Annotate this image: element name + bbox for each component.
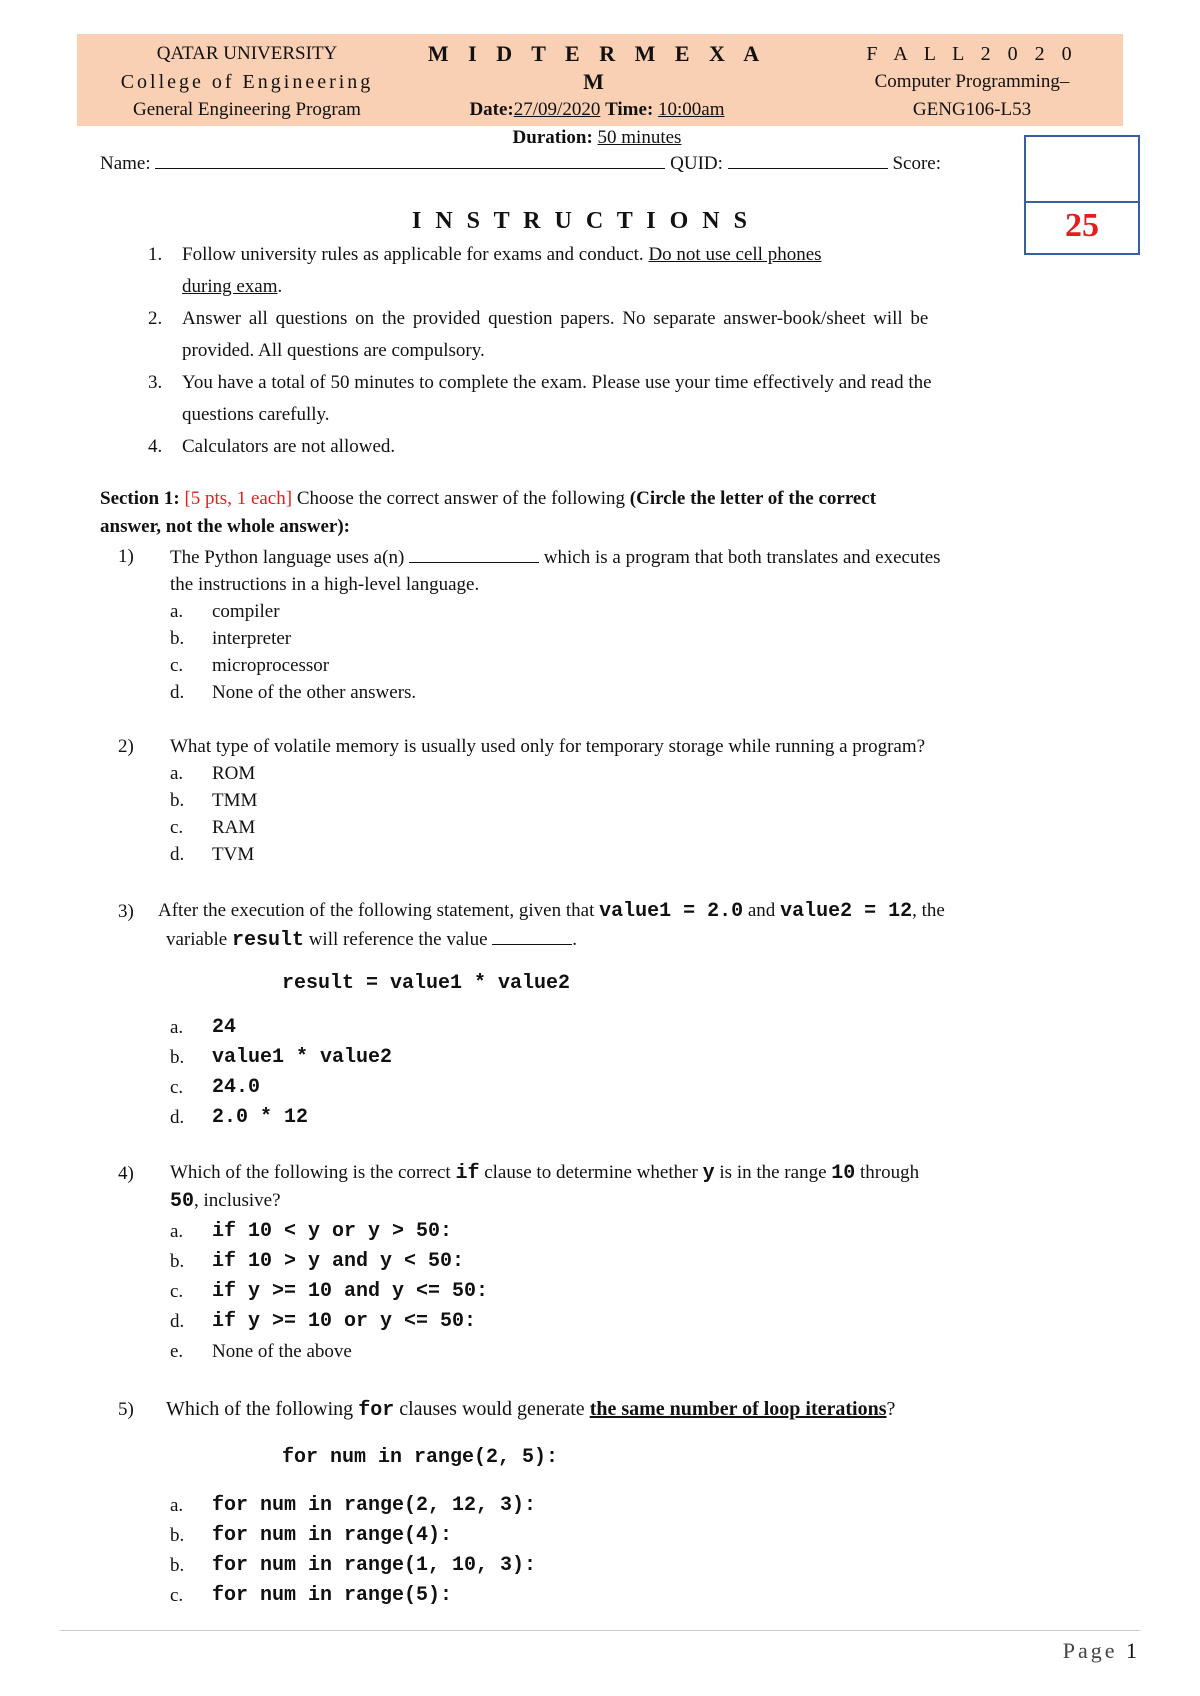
page-number-value: 1 <box>1126 1638 1140 1663</box>
q4-text-b: clause to determine whether <box>479 1162 703 1183</box>
score-label: Score: <box>892 153 941 174</box>
exam-info-block <box>417 40 777 152</box>
q4-text-a: Which of the following is the correct <box>170 1162 456 1183</box>
exam-header-band <box>77 34 1123 148</box>
q1-option-a-text: compiler <box>212 601 280 622</box>
section-1-prompt: Choose the correct answer of the following <box>292 488 630 509</box>
q3-code-value2: value2 = 12 <box>780 900 913 923</box>
program-name: General Engineering Program <box>133 99 361 120</box>
q5-option-b2-letter[interactable]: b. <box>170 1555 185 1576</box>
q2-option-d-text: TVM <box>212 844 255 865</box>
institution-block <box>77 40 417 124</box>
q4-option-b-letter[interactable]: b. <box>170 1251 185 1272</box>
q1-option-c-letter[interactable]: c. <box>170 655 184 676</box>
time-value: 10:00am <box>658 99 725 120</box>
q1-option-a-letter[interactable]: a. <box>170 601 184 622</box>
instruction-1-underlined: Do not use cell phones <box>648 244 822 265</box>
page-label: Page <box>1062 1638 1118 1663</box>
university-name: QATAR UNIVERSITY <box>156 43 338 64</box>
instruction-2-num: 2. <box>148 308 163 329</box>
section-1-points: [5 pts, 1 each] <box>184 488 293 509</box>
score-box <box>1024 135 1140 255</box>
q5-option-b2-text: for num in range(1, 10, 3): <box>212 1554 537 1577</box>
q5-text-a: Which of the following <box>166 1398 359 1420</box>
q1-line2: the instructions in a high-level language. <box>170 574 480 595</box>
q1-blank <box>409 546 539 563</box>
q4-option-c-letter[interactable]: c. <box>170 1281 184 1302</box>
q3-text-f: . <box>572 929 578 950</box>
q4-code-if: if <box>455 1162 480 1185</box>
q4-option-c-text: if y >= 10 and y <= 50: <box>212 1280 489 1303</box>
q1-option-d-text: None of the other answers. <box>212 682 417 703</box>
score-box-divider <box>1026 201 1138 203</box>
q2-option-a-text: ROM <box>212 763 256 784</box>
q3-option-d-text: 2.0 * 12 <box>212 1106 309 1129</box>
q4-text-d: through <box>855 1162 920 1183</box>
q2-option-d-letter[interactable]: d. <box>170 844 185 865</box>
q3-text-e: will reference the value <box>303 929 493 950</box>
q3-option-c-letter[interactable]: c. <box>170 1077 184 1098</box>
course-code: GENG106-L53 <box>912 99 1032 120</box>
q3-line2 <box>166 928 577 952</box>
q2-option-c-text: RAM <box>212 817 256 838</box>
q1-text-a: The Python language uses a(n) <box>170 547 410 568</box>
instruction-4-line1: Calculators are not allowed. <box>182 436 396 457</box>
q5-option-c-text: for num in range(5): <box>212 1584 453 1607</box>
q4-option-d-text: if y >= 10 or y <= 50: <box>212 1310 477 1333</box>
q3-option-a-letter[interactable]: a. <box>170 1017 184 1038</box>
course-block <box>822 40 1122 124</box>
q2-option-b-letter[interactable]: b. <box>170 790 185 811</box>
q5-option-b-letter[interactable]: b. <box>170 1525 185 1546</box>
q3-number: 3) <box>118 901 134 922</box>
time-label: Time: <box>605 99 654 120</box>
q4-text-c: is in the range <box>714 1162 832 1183</box>
exam-title: M I D T E R M E X A M <box>427 41 767 94</box>
q3-blank <box>492 928 572 945</box>
q3-text-c: , the <box>912 900 945 921</box>
q2-line1: What type of volatile memory is usually used only for temporary storage while running a program? <box>170 736 926 757</box>
quid-field[interactable] <box>728 152 888 169</box>
q4-number: 4) <box>118 1163 134 1184</box>
q3-code-result: result <box>231 929 304 952</box>
q1-text-b: which is a program that both translates and executes <box>539 547 941 568</box>
q5-option-b-text: for num in range(4): <box>212 1524 453 1547</box>
q4-line2 <box>170 1190 281 1213</box>
q2-option-c-letter[interactable]: c. <box>170 817 184 838</box>
q2-number: 2) <box>118 736 134 757</box>
q3-option-d-letter[interactable]: d. <box>170 1107 185 1128</box>
q3-statement: result = value1 * value2 <box>282 972 571 995</box>
instruction-3-line2: questions carefully. <box>182 404 330 425</box>
instruction-3-num: 3. <box>148 372 163 393</box>
q4-code-y: y <box>702 1162 715 1185</box>
date-value: 27/09/2020 <box>513 99 601 120</box>
q3-text-a: After the execution of the following statement, given that <box>158 900 600 921</box>
q1-option-d-letter[interactable]: d. <box>170 682 185 703</box>
section-1-bold-prompt-2: answer, not the whole answer): <box>100 516 350 537</box>
instruction-1-line1 <box>182 244 822 266</box>
instruction-3-line1: You have a total of 50 minutes to complete the exam. Please use your time effectively and read the <box>182 372 932 393</box>
q4-text-e: , inclusive? <box>194 1190 281 1211</box>
q5-number: 5) <box>118 1399 134 1420</box>
q5-text-c: ? <box>886 1398 896 1420</box>
q4-option-e-letter[interactable]: e. <box>170 1341 184 1362</box>
q3-option-b-text: value1 * value2 <box>212 1046 393 1069</box>
instruction-1-end: . <box>277 276 283 297</box>
q5-option-a-text: for num in range(2, 12, 3): <box>212 1494 537 1517</box>
instructions-title: I N S T R U C T I O N S <box>412 208 751 234</box>
duration-value: 50 minutes <box>597 127 682 148</box>
section-1-bold-prompt: (Circle the letter of the correct <box>629 488 877 509</box>
instruction-1-num: 1. <box>148 244 163 265</box>
q4-option-e-text: None of the above <box>212 1341 352 1362</box>
instruction-2-line1: Answer all questions on the provided question papers. No separate answer-book/sheet will be <box>182 308 929 329</box>
q1-number: 1) <box>118 546 134 567</box>
instruction-1-text: Follow university rules as applicable for exams and conduct. <box>182 244 649 265</box>
q5-option-a-letter[interactable]: a. <box>170 1495 184 1516</box>
college-name: College of Engineering <box>120 71 374 93</box>
duration-label: Duration: <box>512 127 593 148</box>
q1-option-b-letter[interactable]: b. <box>170 628 185 649</box>
instruction-2-line2: provided. All questions are compulsory. <box>182 340 485 361</box>
q5-underlined: the same number of loop iterations <box>589 1398 887 1420</box>
q2-option-a-letter[interactable]: a. <box>170 763 184 784</box>
section-1-heading <box>100 488 876 510</box>
name-label: Name: <box>100 153 151 174</box>
q3-text-b: and <box>743 900 781 921</box>
section-1-label: Section 1: <box>100 488 180 509</box>
footer-rule <box>60 1630 1140 1631</box>
q1-option-c-text: microprocessor <box>212 655 330 676</box>
date-label: Date: <box>469 99 514 120</box>
page-number <box>1063 1638 1140 1664</box>
q3-code-value1: value1 = 2.0 <box>599 900 744 923</box>
q5-code-for: for <box>358 1399 395 1422</box>
q4-option-a-letter[interactable]: a. <box>170 1221 184 1242</box>
q5-option-c-letter[interactable]: c. <box>170 1585 184 1606</box>
q4-line1 <box>170 1162 919 1185</box>
instruction-4-num: 4. <box>148 436 163 457</box>
q4-option-a-text: if 10 < y or y > 50: <box>212 1220 453 1243</box>
q3-line1 <box>158 900 945 923</box>
q4-code-10: 10 <box>831 1162 856 1185</box>
instruction-1-line2 <box>182 276 282 298</box>
q1-line1 <box>170 546 941 569</box>
score-value: 25 <box>1065 207 1099 244</box>
quid-label: QUID: <box>670 153 723 174</box>
q3-option-c-text: 24.0 <box>212 1076 261 1099</box>
q1-option-b-text: interpreter <box>212 628 292 649</box>
course-name: Computer Programming– <box>874 71 1070 92</box>
q4-option-b-text: if 10 > y and y < 50: <box>212 1250 465 1273</box>
student-info-row <box>100 152 941 175</box>
instruction-1-underlined-2: during exam <box>182 276 278 297</box>
q3-option-a-text: 24 <box>212 1016 237 1039</box>
semester: F A L L 2 0 2 0 <box>866 43 1078 65</box>
q5-text-b: clauses would generate <box>394 1398 590 1420</box>
q4-option-d-letter[interactable]: d. <box>170 1311 185 1332</box>
name-field[interactable] <box>155 152 665 169</box>
q2-option-b-text: TMM <box>212 790 258 811</box>
q4-code-50: 50 <box>170 1190 195 1213</box>
q5-line1 <box>166 1398 895 1422</box>
q3-text-d: variable <box>166 929 232 950</box>
q3-option-b-letter[interactable]: b. <box>170 1047 185 1068</box>
q5-statement: for num in range(2, 5): <box>282 1446 559 1469</box>
